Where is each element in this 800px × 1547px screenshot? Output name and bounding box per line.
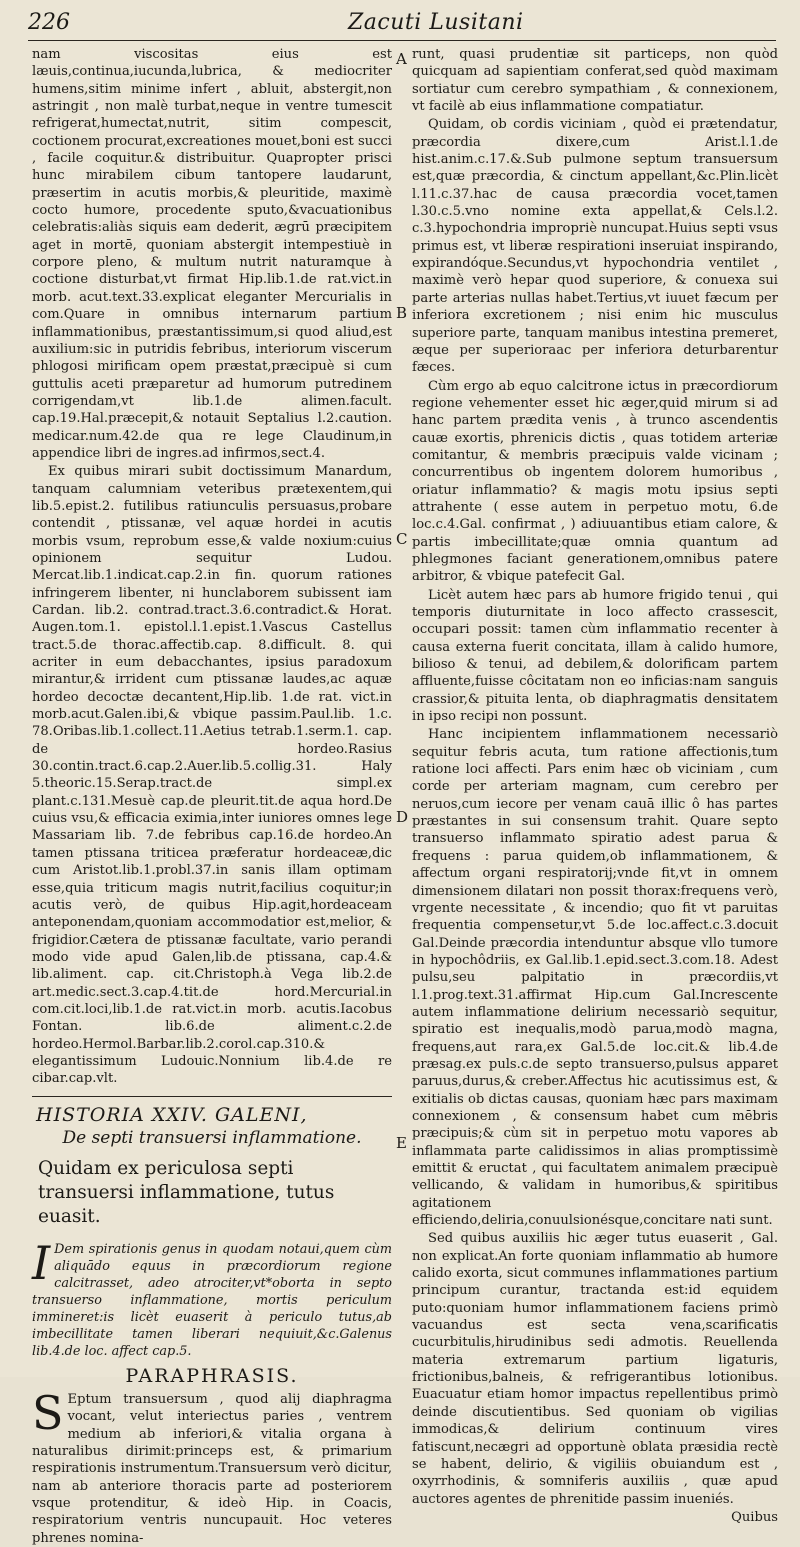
catchword: Quibus [731,1509,778,1525]
historia-heading: Quidam ex periculosa septi transuersi inflammatione, tutus euasit. [38,1157,335,1227]
margin-marker-a: A [396,50,407,68]
running-head: Zacuti Lusitani [348,10,524,35]
drop-cap-s: S [32,1385,64,1440]
margin-marker-d: D [396,808,409,826]
right-paragraph-1: runt, quasi prudentiæ sit particeps, non quòd quicquam ad sapientiam conferat,sed quòd maximam sortiatur cum cerebro sympathiam , & connexionem, vt facilè ab eius inflammatione compatiatur. [412,47,778,115]
right-column [412,46,778,1525]
section-divider [32,1096,392,1097]
right-paragraph-6: Sed quibus auxiliis hic æger tutus euaserit , Gal. non explicat.An forte quoniam inflammatio ab humore calido exorta, sicut communes inflammationes partium principum curantur, tractanda est:id equidem puto:quoniam humor inflammationem faciens primò vacuandus est secta vena,scarificatis cucurbitulis,hirudinibus sedi admotis. Reuellenda materia extremarum partium ligaturis, frictionibus,balneis, & refrigerantibus lotionibus. Euacuatur etiam homor impactus repellentibus primò deinde discutientibus. Sed quoniam ob vigilias immodicas,& delirium continuum vires fatiscunt,necægri ad opportunè oblata præsidia rectè se habent, delirio, & vigiliis obuiandum est , oxyrrhodinis, & somniferis auxiliis , quæ apud auctores agentes de phrenitide passim inueniés. [412,1231,778,1507]
margin-marker-c: C [396,530,408,548]
galen-quotation [32,1235,392,1360]
right-paragraph-3: Cùm ergo ab equo calcitrone ictus in præcordiorum regione vehementer esset hic æger,quid mirum si ad hanc partem prædita venis , à trunco ascendentis cauæ exortis, phrenicis dictis , quas totidem arteriæ comitantur, & membris præcipuis valde vicinam ; concurrentibus ob ingentem dolorem humoribus , oriatur inflammatio? & magis motu ipsius septi attrahente ( esse autem in perpetuo motu, 6.de loc.c.4.Gal. confirmat , ) adiuuantibus etiam calore, & partis imbecillitate;quæ omnia quantum ad phlegmones faciant generationem,omnibus patere arbitror, & vbique patefecit Gal. [412,378,778,585]
page-number: 226 [28,10,70,35]
drop-cap-i: I [32,1235,51,1290]
margin-marker-e: E [396,1134,407,1152]
right-paragraph-5: Hanc incipientem inflammationem necessariò sequitur febris acuta, tum ratione affectionis,tum ratione loci affecti. Pars enim hæc ob viciniam , cum corde per arteriam magnam, cum cerebro per neruos,cum iecore per venam cauā illic ô has partes præstantes in sui consensum trahit. Quare septo transuerso inflammato spiratio adest parua & frequens : parua quidem,ob inflammationem, & affectum organi respiratorij;vnde fit,vt in omnem dimensionem dilatari non possit thorax:frequens verò, vrgente necessitate , & incendio; quo fit vt paruitas frequentia compensetur,vt 5.de loc.affect.c.3.docuit Gal.Deinde præcordia intenduntur absque vllo tumore in hypochôdriis, ex Gal.lib.1.epid.sect.3.com.18. Adest pulsu,seu palpitatio in præcordiis,vt l.1.prog.text.31.affirmat Hip.cum Gal.Increscente autem inflammatione delirium necessariò sequitur, spiratio est inequalis,modò parua,modò magna, frequens,aut rara,ex Gal.5.de loc.cit.& lib.4.de præsag.ex puls.c.de septo transuerso,pulsus apparet paruus,durus,& creber.Affectus hic acutissimus est, & exitialis ob dictas causas, quoniam hæc pars maximam connexionem , & consensum habet cum mēbris præcipuis;& cùm sit in perpetuo motu vapores ab inflammata parte calidissimos in alias promptissimè emittit & eructat , qui facultatem animalem præcipuè vellicando, & validam in humoribus,& spiritibus agitationem efficiendo,deliria,conuulsionésque,concitare nati sunt. [412,727,778,1229]
galen-quotation-text: Dem spirationis genus in quodam notaui,quem cùm aliquādo equus in præcordiorum regione calcitrasset, adeo atrociter,vt*oborta in septo transuerso inflammatione, mortis periculum immineret:is licèt euaserit à periculo tutus,ab imbecillitate tamen liberari nequiuit,&c.Galenus lib.4.de loc. affect cap.5. [32,1241,392,1359]
historia-subtitle: De septi transuersi inflammatione. [62,1127,362,1148]
page-header [28,6,776,41]
left-paragraph-2: Ex quibus mirari subit doctissimum Manardum, tanquam calumniam veteribus prætexentem,qui lib.5.epist.2. futilibus ratiunculis persuasus,probare contendit , ptissanæ, vel aquæ hordei in acutis morbis vsum, reprobum esse,& valde noxium:cuius opinionem sequitur Ludou. Mercat.lib.1.indicat.cap.2.in fin. quorum rationes infringerem libenter, ni hunclaborem subissent iam Cardan. lib.2. contrad.tract.3.6.contradict.& Horat. Augen.tom.1. epistol.l.1.epist.1.Vascus Castellus tract.5.de thorac.affectib.cap. 8.difficult. 8. qui acriter in eum debacchantes, ipsius paradoxum mirantur,& irrident cum ptissanæ laudes,ac aquæ hordeo decoctæ decantent,Hip.lib. 1.de rat. vict.in morb.acut.Galen.ibi,& vbique passim.Paul.lib. 1.c. 78.Oribas.lib.1.collect.11.Aetius tetrab.1.serm.1. cap. de hordeo.Rasius 30.contin.tract.6.cap.2.Auer.lib.5.collig.31. Haly 5.theoric.15.Serap.tract.de simpl.ex plant.c.131.Mesuè cap.de pleurit.tit.de aqua hord.De cuius vsu,& efficacia eximia,inter iuniores omnes lege Massariam lib. 7.de febribus cap.16.de hordeo.An tamen ptissana triticea præferatur hordeaceæ,dic cum Aristot.lib.1.probl.37.in sanis illam optimam esse,quia triticum magis nutrit,facilius coquitur;in acutis verò, de quibus Hip.agit,hordeaceam anteponendam,quoniam accommodatior est,melior, & frigidior.Cætera de ptissanæ facultate, vario perandi modo vide apud Galen,lib.de ptissana, cap.4.& lib.aliment. cap. cit.Christoph.à Vega lib.2.de art.medic.sect.3.cap.4.tit.de hord.Mercurial.in com.cit.loci,lib.1.de rat.vict.in morb. acutis.Iacobus Fontan. lib.6.de aliment.c.2.de hordeo.Hermol.Barbar.lib.2.corol.cap.310.& elegantissimum Ludouic.Nonnium lib.4.de re cibar.cap.vlt. [32,464,392,1087]
left-column [32,46,392,1546]
paraphrasis-paragraph [32,1385,392,1547]
margin-marker-b: B [396,304,408,322]
paraphrasis-title: PARAPHRASIS. [125,1364,299,1387]
left-paragraph-1: nam viscositas eius est læuis,continua,iucunda,lubrica, & mediocriter humens,sitim minime infert , abluit, abstergit,non astringit , non malè turbat,neque in ventre tumescit refrigerat,humectat,nutrit, sitim compescit, coctionem procurat,excreationes mouet,boni est succi , facile coquitur.& distribuitur. Quapropter prisci hunc mirabilem cibum tantopere laudarunt, præsertim in acutis morbis,& pleuritide, maximè cocto humore, procedente sputo,&vacuationibus celebratis:aliàs siquis eam dederit, ægrū præcipitem aget in mortē, quoniam abstergit intempestiuè in corpore pleno, & multum nutrit naturamque à coctione disturbat,vt firmat Hip.lib.1.de rat.vict.in morb. acut.text.33.explicat eleganter Mercurialis in com.Quare in omnibus internarum partium inflammationibus, præstantissimum,si quod aliud,est auxilium:sic in putridis febribus, interiorum viscerum phlogosi mirificam opem præstat,præcipuè si cum guttulis aceti præparetur ad humorum putredinem corrigendam,vt lib.1.de alimen.facult. cap.19.Hal.præcepit,& notauit Septalius l.2.caution. medicar.num.42.de qua re lege Claudinum,in appendice libri de ingres.ad infirmos,sect.4. [32,47,392,461]
right-paragraph-4: Licèt autem hæc pars ab humore frigido tenui , qui temporis diuturnitate in loco affecto crassescit, occupari possit: tamen cùm inflammatio recenter à causa externa fuerit concitata, illam à calido humore, bilioso & tenui, ad debilem,& dolorificam partem affluente,fuisse côcitatam non eo inficias:nam sanguis crassior,& pituita lenta, ob diaphragmatis densitatem in ipso recipi non possunt. [412,587,778,725]
historia-title: HISTORIA XXIV. GALENI, [36,1103,308,1126]
paraphrasis-text: Eptum transuersum , quod alij diaphragma vocant, velut interiectus paries , ventrem medium ab inferiori,& vitalia organa à naturalibus dirimit:princeps est, & primarium respirationis instrumentum.Transuersum verò dicitur, nam ab anteriore thoracis parte ad posteriorem vsque protenditur, & ideò Hip. in Coacis, respiratorium ventris nuncupauit. Hoc veteres phrenes nomina- [32,1391,392,1546]
right-paragraph-2: Quidam, ob cordis viciniam , quòd ei prætendatur, præcordia dixere,cum Arist.l.1.de hist.anim.c.17.&.Sub pulmone septum transuersum est,quæ præcordia, & cinctum appellant,&c.Plin.licèt l.11.c.37.hac de causa præcordia vocet,tamen l.30.c.5.vno nomine exta appellat,& Cels.l.2. c.3.hypochondria impropriè nuncupat.Huius septi vsus primus est, vt liberæ respirationi inseruiat inspirando, expirandóque.Secundus,vt hypochondria ventilet , maximè verò hepar quod superiore, & conuexa sui parte arterias nullas habet.Tertius,vt iuuet fæcum per inferiora excretionem ; nisi enim hic musculus superiore parte, tanquam manibus intestina premeret, æque per superioraac per inferiora deturbarentur fæces. [412,117,778,376]
